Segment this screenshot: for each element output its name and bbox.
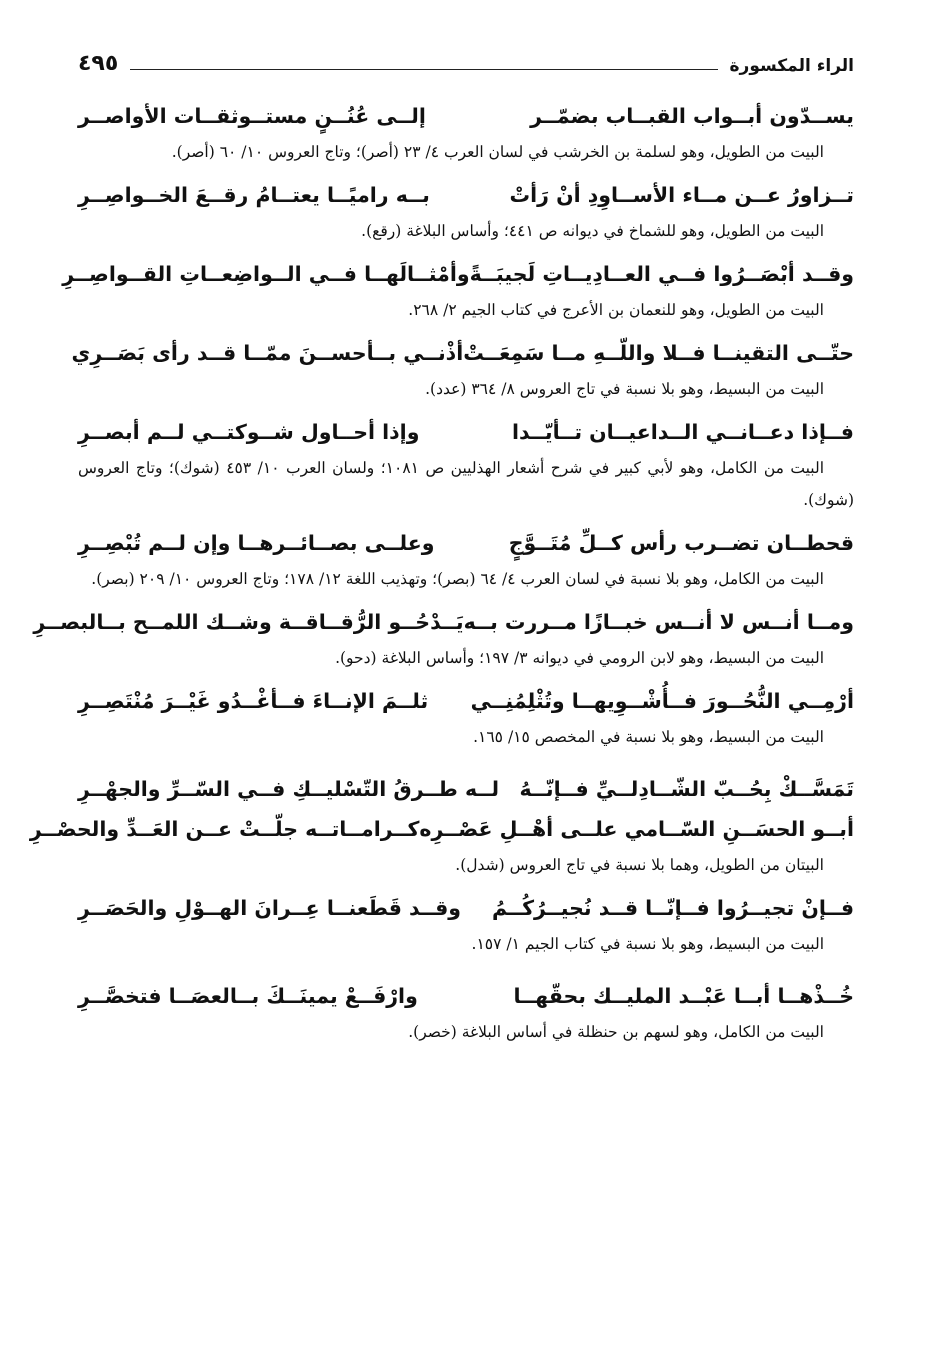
source-note: البيت من البسيط، وهو بلا نسبة في كتاب الجيم ١/ ١٥٧. [471,935,824,953]
second-hemistich: وإذا أحــاول شــوكتــي لــم أبصــرِ [78,420,420,444]
second-hemistich: يَــدْحُــو الرُّقــاقــة وشــك اللمــح بــالبصــرِ [33,610,464,634]
first-hemistich: خُــذْهــا أبــا عَبْــد المليــك بحقّهــا [513,984,854,1008]
first-hemistich: أرْمِــي النُّحُــورَ فــأُشْــوِيهــا وتُثْلِمُنِــي [470,689,854,713]
verse-entry [78,96,854,168]
verse-entry [78,412,854,516]
verse-line [78,523,854,563]
second-hemistich: وعلــى بصــائــرهــا وإن لــم تُبْصِــرِ [78,531,435,555]
second-hemistich: كــرامــاتــه جلّــتْ عــن العَــدِّ والحصْــرِ [29,817,420,841]
second-hemistich: إلــى عُنُــنٍ مستــوثقــات الأواصــر [78,104,426,128]
verse-entry [33,602,854,674]
second-hemistich: لــه طــرقُ التّسْليــكِ فــي السّــرِّ والجهْــرِ [78,777,500,801]
source-note: البيتان من الطويل، وهما بلا نسبة في تاج العروس (شدل). [455,856,824,874]
first-hemistich: أبــو الحسَــنِ السّــامي علــى أهْــلِ عَصْــرِه [419,817,854,841]
source-note: البيت من الكامل، وهو لسهم بن حنظلة في أساس البلاغة (خصر). [408,1023,824,1041]
verse-line [78,888,854,928]
source-note: البيت من البسيط، وهو بلا نسبة في تاج العروس ٨/ ٣٦٤ (عدد). [425,380,824,398]
first-hemistich: حتّــى التقينــا فــلا واللّــهِ مــا سَمِعَــتْ [463,341,854,365]
page-header [78,44,854,78]
second-hemistich: بــه راميًــا يعتــامُ رقــعَ الخــواصِــرِ [78,183,430,207]
page-number: ٤٩٥ [78,51,119,76]
verse-line [78,412,854,452]
verse-line [78,681,854,721]
second-hemistich: وارْفَــعْ يمينَــكَ بــالعصَــا فتخصَّــرِ [78,984,418,1008]
source-note: البيت من الطويل، وهو لسلمة بن الخرشب في لسان العرب ٤/ ٢٣ (أصر)؛ وتاج العروس ١٠/ ٦٠ (أصر). [171,143,824,161]
second-hemistich: وقــد قَطَعنــا عِــرانَ الهــوْلِ والحَصَــرِ [78,896,462,920]
first-hemistich: قحطــان تضــرب رأس كــلِّ مُتَــوَّجٍ [508,531,854,555]
verse-line [78,96,854,136]
first-hemistich: فــإنْ تجيــرُوا فــإنّــا قــد نُجيــرُكُــمُ [492,896,854,920]
verse-line [62,254,854,294]
verse-line [78,976,854,1016]
running-title: الراء المكسورة [729,56,854,76]
verse-line [71,333,854,373]
first-hemistich: ومــا أنــس لا أنــس خبــازًا مــررت بــه [463,610,854,634]
second-hemistich: أذْنــي بــأحســنَ ممّــا قــد رأى بَصَــرِي [71,341,464,365]
verse-entry [62,254,854,326]
header-rule [130,69,717,70]
first-hemistich: تــزاورُ عــن مــاء الأســاوِدِ أنْ رَأتْ [509,183,854,207]
verse-line [33,602,854,642]
source-note: البيت من البسيط، وهو لابن الرومي في ديوانه ٣/ ١٩٧؛ وأساس البلاغة (دحو). [335,649,824,667]
first-hemistich: يســدّون أبــواب القبــاب بضمّــر [530,104,854,128]
verse-entries [29,96,854,1048]
verse-entry [29,769,854,881]
book-page [29,44,854,1315]
verse-entry [78,888,854,960]
source-note: البيت من البسيط، وهو بلا نسبة في المخصص ١٥/ ١٦٥. [473,728,824,746]
verse-line [29,809,854,849]
source-note: البيت من الطويل، وهو للنعمان بن الأعرج في كتاب الجيم ٢/ ٢٦٨. [408,301,824,319]
source-note: البيت من الكامل، وهو لأبي كبير في شرح أشعار الهذليين ص ١٠٨١؛ ولسان العرب ١٠/ ٤٥٣ (شوك)؛ وتاج العروس (شوك). [78,459,854,509]
verse-line [78,769,854,809]
verse-entry [78,175,854,247]
first-hemistich: فــإذا دعــانــي الــداعيــان تــأيّــدا [512,420,854,444]
second-hemistich: ثلــمَ الإنــاءَ فــأغْــدُو غَيْــرَ مُنْتَصِــرِ [78,689,429,713]
first-hemistich: تَمَسَّــكْ بِحُــبّ الشّــادِلــيِّ فــإنّــهُ [519,777,854,801]
source-note: البيت من الكامل، وهو بلا نسبة في لسان العرب ٤/ ٦٤ (بصر)؛ وتهذيب اللغة ١٢/ ١٧٨؛ وتاج العروس ١٠/ ٢٠٩ (بصر). [91,570,824,588]
first-hemistich: وقــد أبْصَــرُوا فــي العــادِيــاتِ لَجيبَــةً [469,262,854,286]
source-note: البيت من الطويل، وهو للشماخ في ديوانه ص ٤٤١؛ وأساس البلاغة (رقع). [361,222,824,240]
verse-entry [78,681,854,753]
verse-entry [78,523,854,595]
verse-entry [71,333,854,405]
verse-entry [78,976,854,1048]
second-hemistich: وأمْثــالَهــا فــي الــواضِعــاتِ القــواصِــرِ [62,262,470,286]
verse-line [78,175,854,215]
